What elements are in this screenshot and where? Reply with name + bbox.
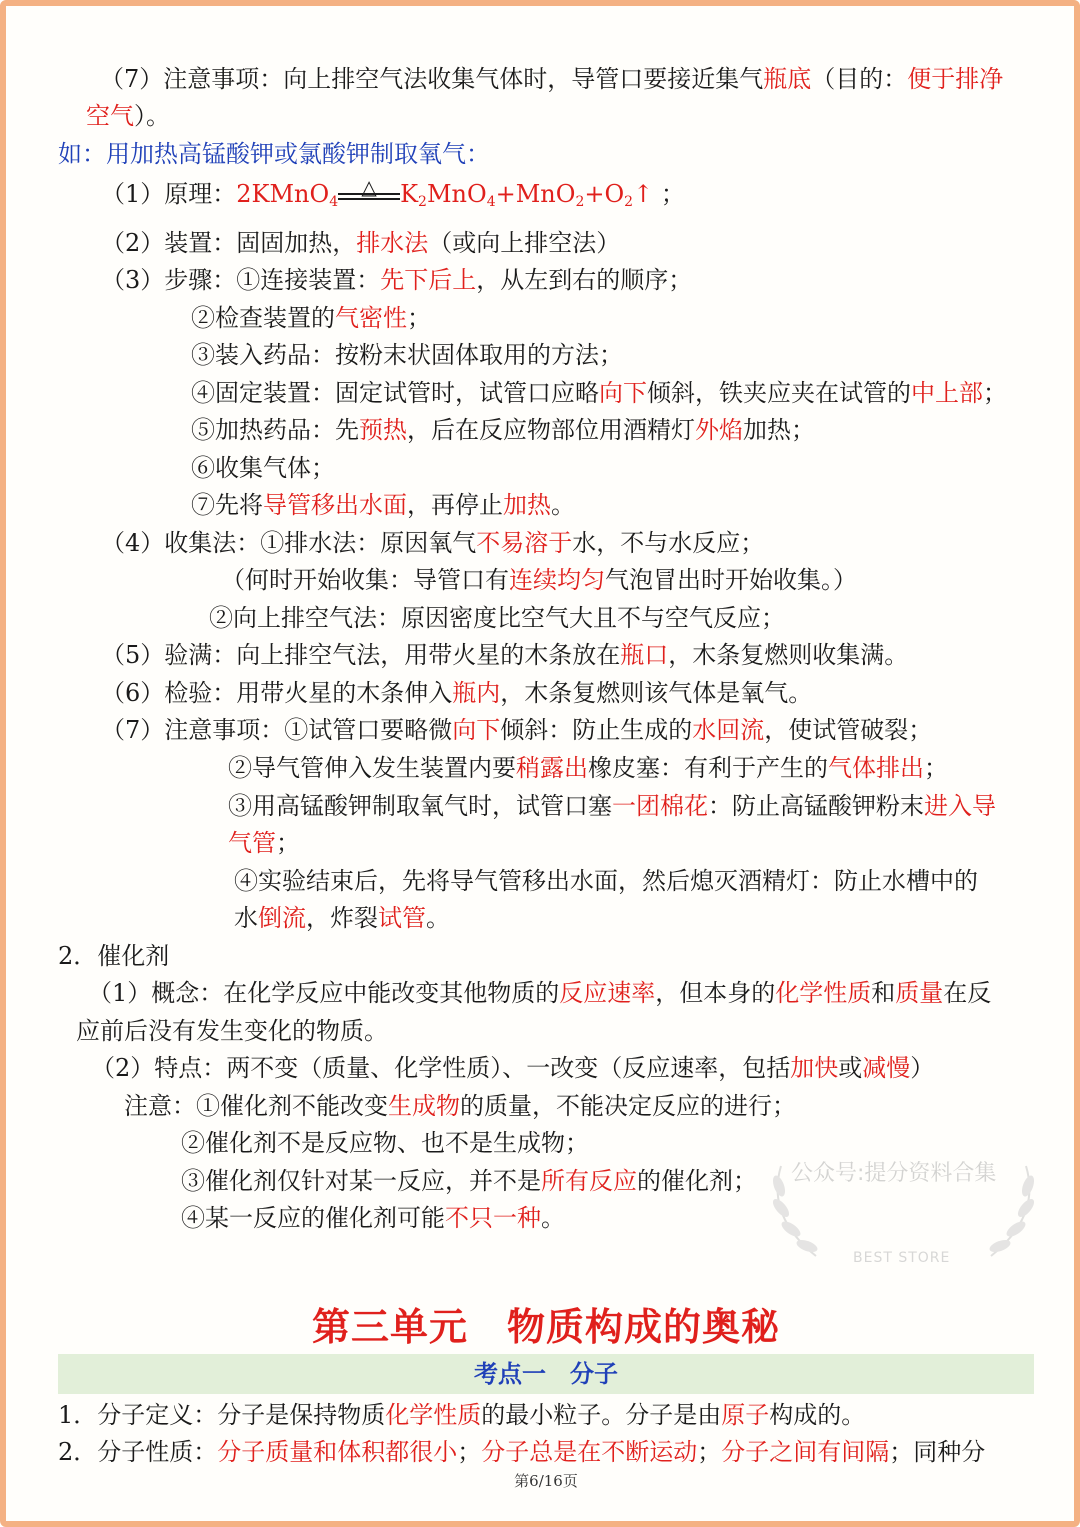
caution-line-4-cont: 水倒流，炸裂试管。 <box>234 904 450 932</box>
caution-line-4: ④实验结束后，先将导气管移出水面，然后熄灭酒精灯：防止水槽中的 <box>234 867 978 895</box>
step-line-3: ③装入药品：按粉末状固体取用的方法； <box>191 341 623 369</box>
gas-arrow-icon: ↑ <box>633 180 654 208</box>
step-line-5: ⑤加热药品：先预热，后在反应物部位用酒精灯外焰加热； <box>191 416 815 444</box>
catalyst-note-1: 注意：①催化剂不能改变生成物的质量，不能决定反应的进行； <box>124 1092 796 1120</box>
full-check-line: （5）验满：向上排空气法，用带火星的木条放在瓶口，木条复燃则收集满。 <box>101 641 909 669</box>
heating-condition: △ <box>338 181 400 211</box>
reaction-equation: （1）原理：2KMnO$_4$ △ $K_2MnO_4+MnO_2+O_2↑$ ； <box>101 174 685 210</box>
note-line-collect-cont: 空气）。 <box>86 102 170 130</box>
catalyst-heading: 2．催化剂 <box>58 942 170 970</box>
catalyst-note-4: ④某一反应的催化剂可能不只一种。 <box>181 1204 565 1232</box>
device-line: （2）装置：固固加热，排水法（或向上排空法） <box>101 229 621 257</box>
watermark-subtext: BEST STORE <box>853 1250 951 1266</box>
step-line-2: ②检查装置的气密性； <box>191 304 431 332</box>
page-number: 第6/16页 <box>514 1472 578 1490</box>
caution-line-3-cont: 气管； <box>228 829 300 857</box>
catalyst-note-2: ②催化剂不是反应物、也不是生成物； <box>181 1129 589 1157</box>
molecule-definition: 1．分子定义：分子是保持物质化学性质的最小粒子。分子是由原子构成的。 <box>58 1401 866 1429</box>
watermark <box>761 1146 1046 1276</box>
watermark-text: 公众号:提分资料合集 <box>791 1161 997 1186</box>
caution-line-3: ③用高锰酸钾制取氧气时，试管口塞一团棉花：防止高锰酸钾粉末进入导 <box>228 792 996 820</box>
section-title: 考点一 分子 <box>474 1359 618 1388</box>
caution-line-2: ②导气管伸入发生装置内要稍露出橡皮塞：有利于产生的气体排出； <box>228 754 948 782</box>
collect-line-2: （何时开始收集：导管口有连续均匀气泡冒出时开始收集。） <box>221 566 857 594</box>
step-line-4: ④固定装置：固定试管时，试管口应略向下倾斜，铁夹应夹在试管的中上部； <box>191 379 1007 407</box>
catalyst-concept: （1）概念：在化学反应中能改变其他物质的反应速率，但本身的化学性质和质量在反 <box>88 979 992 1007</box>
step-line-6: ⑥收集气体； <box>191 454 335 482</box>
catalyst-concept-cont: 应前后没有发生变化的物质。 <box>76 1017 388 1045</box>
example-heading: 如：用加热高锰酸钾或氯酸钾制取氧气： <box>58 140 490 168</box>
caution-line-1: （7）注意事项：①试管口要略微向下倾斜：防止生成的水回流，使试管破裂； <box>101 716 933 744</box>
section-band <box>58 1354 1034 1394</box>
unit-title: 第三单元 物质构成的奥秘 <box>311 1304 780 1349</box>
collect-line-1: （4）收集法：①排水法：原因氧气不易溶于水，不与水反应； <box>101 529 765 557</box>
collect-line-3: ②向上排空气法：原因密度比空气大且不与空气反应； <box>209 604 785 632</box>
test-line: （6）检验：用带火星的木条伸入瓶内，木条复燃则该气体是氧气。 <box>101 679 813 707</box>
molecule-properties: 2．分子性质：分子质量和体积都很小；分子总是在不断运动；分子之间有间隔；同种分 <box>58 1438 986 1466</box>
catalyst-note-3: ③催化剂仅针对某一反应，并不是所有反应的催化剂； <box>181 1167 757 1195</box>
step-line-7: ⑦先将导管移出水面，再停止加热。 <box>191 491 575 519</box>
note-line-collect: （7）注意事项：向上排空气法收集气体时，导管口要接近集气瓶底（目的：便于排净 <box>100 65 1004 93</box>
catalyst-features: （2）特点：两不变（质量、化学性质）、一改变（反应速率，包括加快或减慢） <box>91 1054 935 1082</box>
step-line-1: （3）步骤：①连接装置：先下后上，从左到右的顺序； <box>101 266 693 294</box>
